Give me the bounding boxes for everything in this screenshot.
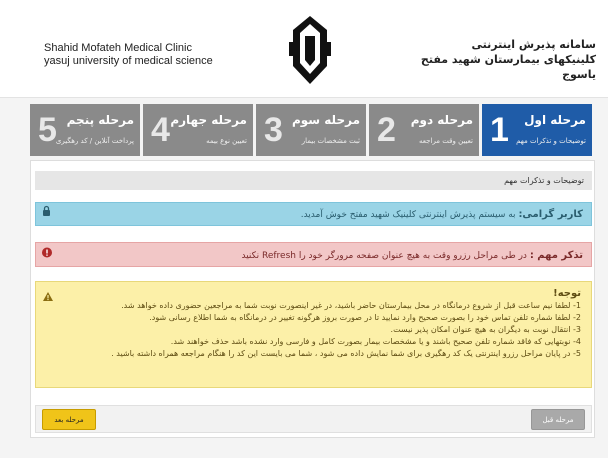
lock-icon [42, 202, 51, 226]
important-label: تذکر مهم : [529, 250, 583, 261]
navigation-bar [35, 405, 592, 433]
warning-triangle-icon [43, 292, 53, 304]
notice-line: 4- نوبتهایی که فاقد شماره تلفن صحیح باشند و یا مشخصات بیمار بصورت کامل و فارسی وارد نشده باشد حذف خواهند شد. [170, 337, 581, 346]
persian-title-line2: کلینیکهای بیمارستان شهید مفتح یاسوج [420, 53, 596, 81]
step-subtitle: پرداخت آنلاین / کد رهگیری [55, 137, 134, 145]
english-title-line2: yasuj university of medical science [44, 55, 213, 67]
previous-step-button[interactable]: مرحله قبل [531, 409, 585, 430]
notice-line: 2- لطفا شماره تلفن تماس خود را بصورت صحیح وارد نمایید تا در صورت بروز هرگونه تغییر در درمانگاه به شما اطلاع رسانی شود. [149, 313, 581, 322]
exclamation-circle-icon [42, 242, 52, 267]
notice-alert [35, 281, 592, 388]
step-subtitle: ثبت مشخصات بیمار [301, 137, 360, 145]
step-3[interactable] [256, 104, 366, 156]
step-number: 3 [264, 111, 283, 149]
important-alert [35, 242, 592, 267]
content-panel [30, 160, 595, 438]
step-4[interactable] [143, 104, 253, 156]
step-1[interactable] [482, 104, 592, 156]
step-title: مرحله دوم [410, 113, 473, 127]
wizard-steps [30, 104, 592, 156]
step-number: 5 [38, 111, 57, 149]
welcome-alert [35, 202, 592, 226]
notice-line: 3- انتقال نوبت به دیگران به هیچ عنوان امکان پذیر نیست. [390, 325, 581, 334]
step-subtitle: تعیین وقت مراجعه [419, 137, 473, 145]
english-title [44, 42, 213, 68]
notice-line: 1- لطفا نیم ساعت قبل از شروع درمانگاه در محل بیمارستان حاضر باشید، در غیر اینصورت نوبت شما به مراجعین حضوری داده خواهد شد. [121, 301, 581, 310]
step-title: مرحله جهارم [170, 113, 247, 127]
step-title: مرحله سوم [291, 113, 360, 127]
step-number: 4 [151, 111, 170, 149]
step-5[interactable] [30, 104, 140, 156]
english-title-line1: Shahid Mofateh Medical Clinic [44, 42, 192, 54]
next-step-button[interactable]: مرحله بعد [42, 409, 96, 430]
important-text: در طی مراحل رزرو وقت به هیچ عنوان صفحه مرورگر خود را Refresh نکنید [241, 251, 527, 261]
site-header [0, 0, 608, 98]
panel-heading: توضیحات و تذکرات مهم [35, 171, 592, 190]
step-title: مرحله اول [524, 113, 586, 127]
step-number: 2 [377, 111, 396, 149]
step-subtitle: توضیحات و تذکرات مهم [516, 137, 586, 145]
notice-line: 5- در پایان مراحل رزرو اینترنتی یک کد رهگیری برای شما نمایش داده می شود ، شما می بایست این کد را هنگام مراجعه همراه داشته باشید . [111, 349, 581, 358]
step-number: 1 [490, 111, 509, 149]
welcome-text: به سیستم پذیرش اینترنتی کلینیک شهید مفتح خوش آمدید. [300, 210, 516, 220]
notice-title: توجه! [553, 288, 581, 299]
welcome-label: کاربر گرامی: [518, 209, 583, 220]
persian-title-line1: سامانه پذیرش اینترنتی [471, 38, 596, 51]
persian-title [406, 37, 596, 82]
step-subtitle: تعیین نوع بیمه [206, 137, 247, 145]
step-2[interactable] [369, 104, 479, 156]
step-title: مرحله پنجم [66, 113, 134, 127]
university-logo [287, 14, 333, 86]
